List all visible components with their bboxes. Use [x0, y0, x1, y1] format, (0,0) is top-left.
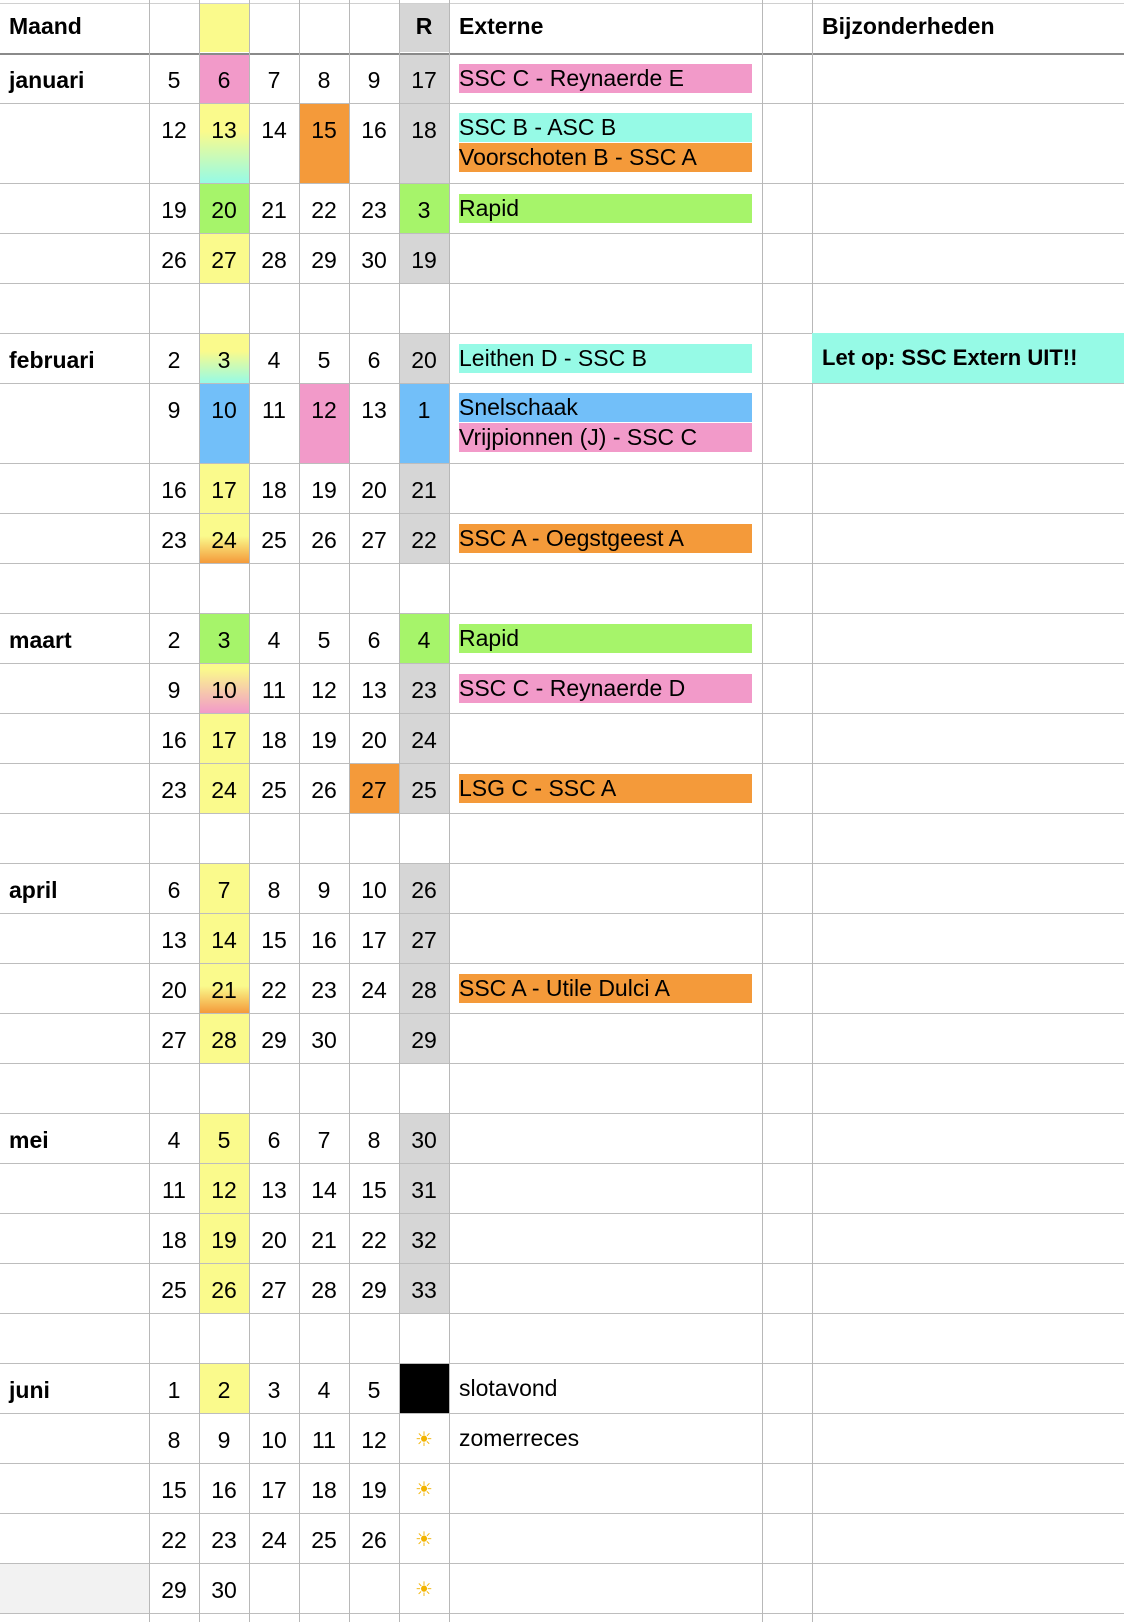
row-line [0, 563, 1124, 564]
day-number: 25 [161, 1277, 187, 1303]
day-number: 30 [311, 1027, 337, 1053]
day-number: 3 [217, 627, 231, 653]
day-number: 8 [267, 877, 281, 903]
row-line [0, 663, 1124, 664]
day-number: 25 [261, 777, 287, 803]
day-number: 20 [361, 477, 387, 503]
day-number: 19 [311, 727, 337, 753]
day-number: 16 [211, 1477, 237, 1503]
day-number: 24 [261, 1527, 287, 1553]
day-number: 20 [211, 197, 237, 223]
day-number: 15 [261, 927, 287, 953]
day-number: 18 [311, 1477, 337, 1503]
day-number: 10 [261, 1427, 287, 1453]
row-line [0, 383, 1124, 384]
day-number: 8 [167, 1427, 181, 1453]
event-label: SSC A - Utile Dulci A [459, 974, 752, 1003]
round-number: 24 [411, 727, 437, 753]
day-number: 21 [211, 977, 237, 1003]
month-label: februari [9, 347, 95, 373]
day-number: 6 [367, 347, 381, 373]
round-number: 21 [411, 477, 437, 503]
day-number: 9 [367, 67, 381, 93]
day-number: 4 [167, 1127, 181, 1153]
round-number: 25 [411, 777, 437, 803]
day-number: 13 [361, 397, 387, 423]
day-number: 22 [311, 197, 337, 223]
day-number: 29 [261, 1027, 287, 1053]
round-number: 4 [417, 627, 431, 653]
row-line [0, 1063, 1124, 1064]
day-number: 4 [317, 1377, 331, 1403]
day-number: 11 [262, 397, 286, 423]
day-number: 7 [317, 1127, 331, 1153]
day-number: 17 [211, 477, 237, 503]
row-line [0, 1363, 1124, 1364]
event-label: SSC C - Reynaerde D [459, 674, 752, 703]
round-number: 20 [411, 347, 437, 373]
event-label: Snelschaak [459, 393, 752, 422]
row-line [0, 863, 1124, 864]
day-number: 24 [211, 777, 237, 803]
round-number: 30 [411, 1127, 437, 1153]
round-number: 1 [417, 397, 431, 423]
row-line [0, 1263, 1124, 1264]
event-label: Rapid [459, 624, 752, 653]
column-line [812, 0, 813, 1622]
day-number: 30 [361, 247, 387, 273]
last-row-shade [0, 1564, 149, 1614]
day-number: 11 [262, 677, 286, 703]
day-number: 5 [217, 1127, 231, 1153]
day-number: 4 [267, 347, 281, 373]
day-number: 26 [161, 247, 187, 273]
month-label: mei [9, 1127, 49, 1153]
remark-note: Let op: SSC Extern UIT!! [812, 333, 1124, 383]
day-number: 21 [311, 1227, 337, 1253]
month-label: januari [9, 67, 85, 93]
day-number: 15 [161, 1477, 187, 1503]
sun-icon: ☀ [415, 1429, 433, 1451]
day-number: 16 [311, 927, 337, 953]
day-number: 26 [311, 777, 337, 803]
day-number: 18 [161, 1227, 187, 1253]
header-top-line [0, 3, 1124, 4]
day-number: 18 [261, 727, 287, 753]
day-number: 5 [167, 67, 181, 93]
column-line [399, 0, 400, 1622]
day-number: 21 [261, 197, 287, 223]
day-number: 23 [361, 197, 387, 223]
day-number: 16 [161, 727, 187, 753]
day-number: 24 [211, 527, 237, 553]
day-number: 27 [361, 777, 387, 803]
header-bijzonderheden: Bijzonderheden [822, 13, 995, 39]
day-number: 19 [311, 477, 337, 503]
day-number: 27 [261, 1277, 287, 1303]
blank-row-yellow [200, 284, 249, 334]
day-number: 3 [217, 347, 231, 373]
row-line [0, 513, 1124, 514]
event-label: slotavond [459, 1375, 558, 1401]
day-number: 9 [217, 1427, 231, 1453]
day-number: 7 [217, 877, 231, 903]
day-number: 18 [261, 477, 287, 503]
round-number: 17 [411, 67, 437, 93]
day-number: 28 [261, 247, 287, 273]
round-number: 31 [411, 1177, 437, 1203]
day-number: 10 [211, 677, 237, 703]
day-number: 2 [167, 347, 181, 373]
day-number: 23 [211, 1527, 237, 1553]
day-number: 25 [311, 1527, 337, 1553]
day-number: 9 [167, 677, 181, 703]
day-number: 16 [361, 117, 387, 143]
event-label: SSC C - Reynaerde E [459, 64, 752, 93]
event-label: SSC B - ASC B [459, 113, 752, 142]
day-number: 23 [311, 977, 337, 1003]
day-number: 7 [267, 67, 281, 93]
day-number: 29 [361, 1277, 387, 1303]
row-line [0, 1463, 1124, 1464]
day-number: 12 [311, 677, 337, 703]
day-number: 17 [211, 727, 237, 753]
day-number: 10 [211, 397, 237, 423]
day-number: 22 [161, 1527, 187, 1553]
day-number: 26 [361, 1527, 387, 1553]
column-line [762, 0, 763, 1622]
header-bottom-line [0, 53, 1124, 55]
sun-icon: ☀ [415, 1579, 433, 1601]
day-number: 13 [361, 677, 387, 703]
round-number: 18 [411, 117, 437, 143]
sun-icon: ☀ [415, 1479, 433, 1501]
day-number: 6 [217, 67, 231, 93]
header-r: R [415, 13, 433, 39]
row-line [0, 963, 1124, 964]
day-number: 5 [367, 1377, 381, 1403]
day-number: 11 [162, 1177, 186, 1203]
day-number: 14 [311, 1177, 337, 1203]
row-line [0, 1163, 1124, 1164]
day-number: 20 [361, 727, 387, 753]
month-label: april [9, 877, 58, 903]
day-number: 10 [361, 877, 387, 903]
day-number: 27 [211, 247, 237, 273]
round-number: 29 [411, 1027, 437, 1053]
day-number: 23 [161, 527, 187, 553]
header-externe: Externe [459, 13, 544, 39]
blank-row-yellow [200, 814, 249, 864]
row-line [0, 1513, 1124, 1514]
day-number: 2 [217, 1377, 231, 1403]
row-line [0, 233, 1124, 234]
day-number: 13 [211, 117, 237, 143]
day-number: 27 [361, 527, 387, 553]
event-label: Leithen D - SSC B [459, 344, 752, 373]
row-line [0, 283, 1124, 284]
row-line [0, 463, 1124, 464]
header-fill-yellow [200, 4, 249, 52]
day-number: 22 [261, 977, 287, 1003]
day-number: 12 [311, 397, 337, 423]
column-line [449, 0, 450, 1622]
sun-icon: ☀ [415, 1529, 433, 1551]
event-label: Vrijpionnen (J) - SSC C [459, 423, 752, 452]
day-number: 6 [367, 627, 381, 653]
day-number: 20 [261, 1227, 287, 1253]
row-line [0, 813, 1124, 814]
row-line [0, 1013, 1124, 1014]
round-number: 26 [411, 877, 437, 903]
day-number: 6 [267, 1127, 281, 1153]
header-maand: Maand [9, 13, 82, 39]
day-number: 14 [261, 117, 287, 143]
month-label: juni [9, 1377, 50, 1403]
row-line [0, 613, 1124, 614]
day-number: 30 [211, 1577, 237, 1603]
day-number: 16 [161, 477, 187, 503]
day-number: 5 [317, 347, 331, 373]
day-number: 9 [167, 397, 181, 423]
row-line [0, 1563, 1124, 1564]
event-label: zomerreces [459, 1425, 580, 1451]
row-line [0, 183, 1124, 184]
event-label: Voorschoten B - SSC A [459, 143, 752, 172]
day-number: 19 [211, 1227, 237, 1253]
day-number: 5 [317, 627, 331, 653]
day-number: 17 [361, 927, 387, 953]
row-line [0, 1113, 1124, 1114]
row-line [0, 913, 1124, 914]
day-number: 3 [267, 1377, 281, 1403]
blank-row-yellow [200, 1064, 249, 1114]
day-number: 22 [361, 1227, 387, 1253]
row-line [0, 713, 1124, 714]
day-number: 19 [161, 197, 187, 223]
day-number: 13 [261, 1177, 287, 1203]
day-number: 13 [161, 927, 187, 953]
slotavond-block [400, 1364, 449, 1413]
day-number: 23 [161, 777, 187, 803]
day-number: 2 [167, 627, 181, 653]
day-number: 20 [161, 977, 187, 1003]
day-number: 9 [317, 877, 331, 903]
blank-row-yellow [200, 1314, 249, 1364]
day-number: 29 [311, 247, 337, 273]
round-number: 32 [411, 1227, 437, 1253]
round-number: 3 [417, 197, 431, 223]
day-number: 17 [261, 1477, 287, 1503]
day-number: 26 [311, 527, 337, 553]
row-line [0, 1313, 1124, 1314]
day-number: 27 [161, 1027, 187, 1053]
blank-row-yellow [200, 564, 249, 614]
round-number: 22 [411, 527, 437, 553]
round-number: 28 [411, 977, 437, 1003]
day-number: 12 [161, 117, 187, 143]
day-number: 14 [211, 927, 237, 953]
month-label: maart [9, 627, 72, 653]
day-number: 6 [167, 877, 181, 903]
row-line [0, 1413, 1124, 1414]
day-number: 15 [361, 1177, 387, 1203]
round-number: 27 [411, 927, 437, 953]
event-label: Rapid [459, 194, 752, 223]
row-line [0, 763, 1124, 764]
day-number: 29 [161, 1577, 187, 1603]
day-number: 28 [211, 1027, 237, 1053]
day-number: 15 [311, 117, 337, 143]
row-line [0, 1613, 1124, 1614]
day-number: 4 [267, 627, 281, 653]
event-label: SSC A - Oegstgeest A [459, 524, 752, 553]
row-line [0, 103, 1124, 104]
round-number: 19 [411, 247, 437, 273]
day-number: 11 [312, 1427, 336, 1453]
day-number: 25 [261, 527, 287, 553]
day-number: 12 [211, 1177, 237, 1203]
day-number: 8 [317, 67, 331, 93]
day-number: 28 [311, 1277, 337, 1303]
day-number: 24 [361, 977, 387, 1003]
row-line [0, 1213, 1124, 1214]
round-number: 23 [411, 677, 437, 703]
round-number: 33 [411, 1277, 437, 1303]
day-number: 1 [167, 1377, 181, 1403]
event-label: LSG C - SSC A [459, 774, 752, 803]
day-number: 12 [361, 1427, 387, 1453]
day-number: 8 [367, 1127, 381, 1153]
day-number: 26 [211, 1277, 237, 1303]
day-number: 19 [361, 1477, 387, 1503]
